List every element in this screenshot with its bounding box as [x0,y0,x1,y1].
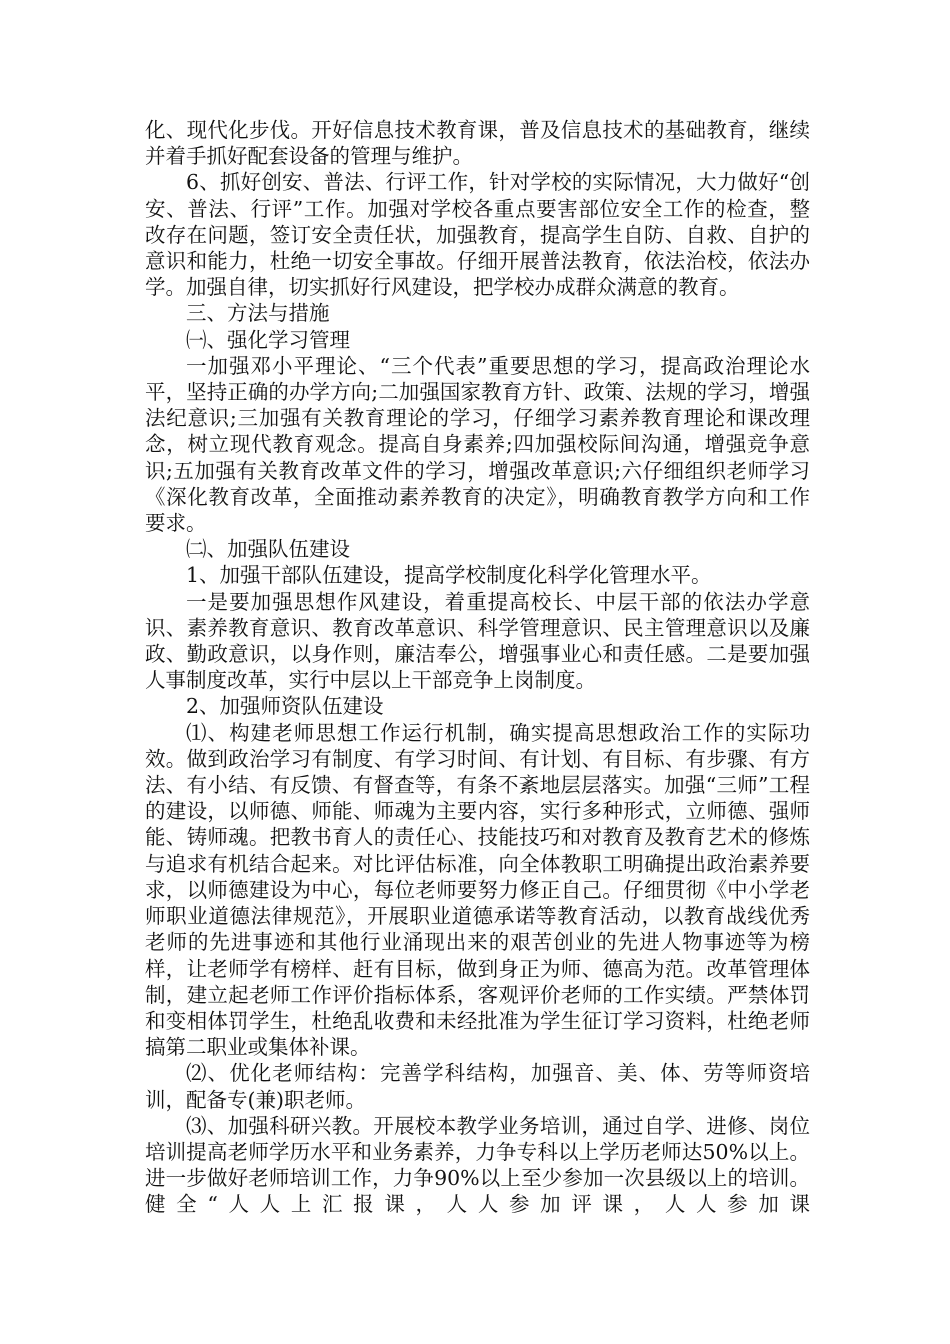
paragraph: 一加强邓小平理论、“三个代表”重要思想的学习，提高政治理论水平，坚持正确的办学方向;二加强国家教育方针、政策、法规的学习，增强法纪意识;三加强有关教育理论的学习，仔细学习素养教育理论和课改理念，树立现代教育观念。提高自身素养;四加强校际间沟通，增强竞争意识;五加强有关教育改革文件的学习，增强改革意识;六仔细组织老师学习《深化教育改革，全面推动素养教育的决定》，明确教育教学方向和工作要求。 [145,353,810,536]
section-heading: 三、方法与措施 [186,301,330,326]
paragraph: 化、现代化步伐。开好信息技术教育课，普及信息技术的基础教育，继续并着手抓好配套设备的管理与维护。 [145,118,810,169]
paragraph: 一是要加强思想作风建设，着重提高校长、中层干部的依法办学意识、素养教育意识、教育改革意识、科学管理意识、民主管理意识以及廉政、勤政意识，以身作则，廉洁奉公，增强事业心和责任感。二是要加强人事制度改革，实行中层以上干部竞争上岗制度。 [145,589,810,693]
paragraph: 6、抓好创安、普法、行评工作，针对学校的实际情况，大力做好“创安、普法、行评”工作。加强对学校各重点要害部位安全工作的检查，整改存在问题，签订安全责任状，加强教育，提高学生自防、自救、自护的意识和能力，杜绝一切安全事故。仔细开展普法教育，依法治校，依法办学。加强自律，切实抓好行风建设，把学校办成群众满意的教育。 [145,170,810,300]
document-body [145,117,810,1218]
subsection-heading: ㈠、强化学习管理 [186,327,350,352]
paragraph: ⑵、优化老师结构：完善学科结构，加强音、美、体、劳等师资培训，配备专(兼)职老师。 [145,1061,810,1112]
paragraph: 1、加强干部队伍建设，提高学校制度化科学化管理水平。 [186,563,712,588]
paragraph: ⑶、加强科研兴教。开展校本教学业务培训，通过自学、进修、岗位培训提高老师学历水平和业务素养，力争专科以上学历老师达50%以上。进一步做好老师培训工作，力争90%以上至少参加一次县级以上的培训。健全“人人上汇报课，人人参加评课，人人参加课 [145,1113,810,1217]
paragraph: 2、加强师资队伍建设 [186,694,384,719]
paragraph: ⑴、构建老师思想工作运行机制，确实提高思想政治工作的实际功效。做到政治学习有制度、有学习时间、有计划、有目标、有步骤、有方法、有小结、有反馈、有督查等，有条不紊地层层落实。加强“三师”工程的建设，以师德、师能、师魂为主要内容，实行多种形式，立师德、强师能、铸师魂。把教书育人的责任心、技能技巧和对教育及教育艺术的修炼与追求有机结合起来。对比评估标准，向全体教职工明确提出政治素养要求，以师德建设为中心，每位老师要努力修正自己。仔细贯彻《中小学老师职业道德法律规范》，开展职业道德承诺等教育活动，以教育战线优秀老师的先进事迹和其他行业涌现出来的艰苦创业的先进人物事迹等为榜样，让老师学有榜样、赶有目标，做到身正为师、德高为范。改革管理体制，建立起老师工作评价指标体系，客观评价老师的工作实绩。严禁体罚和变相体罚学生，杜绝乱收费和未经批准为学生征订学习资料，杜绝老师搞第二职业或集体补课。 [145,720,810,1060]
subsection-heading: ㈡、加强队伍建设 [186,537,350,562]
